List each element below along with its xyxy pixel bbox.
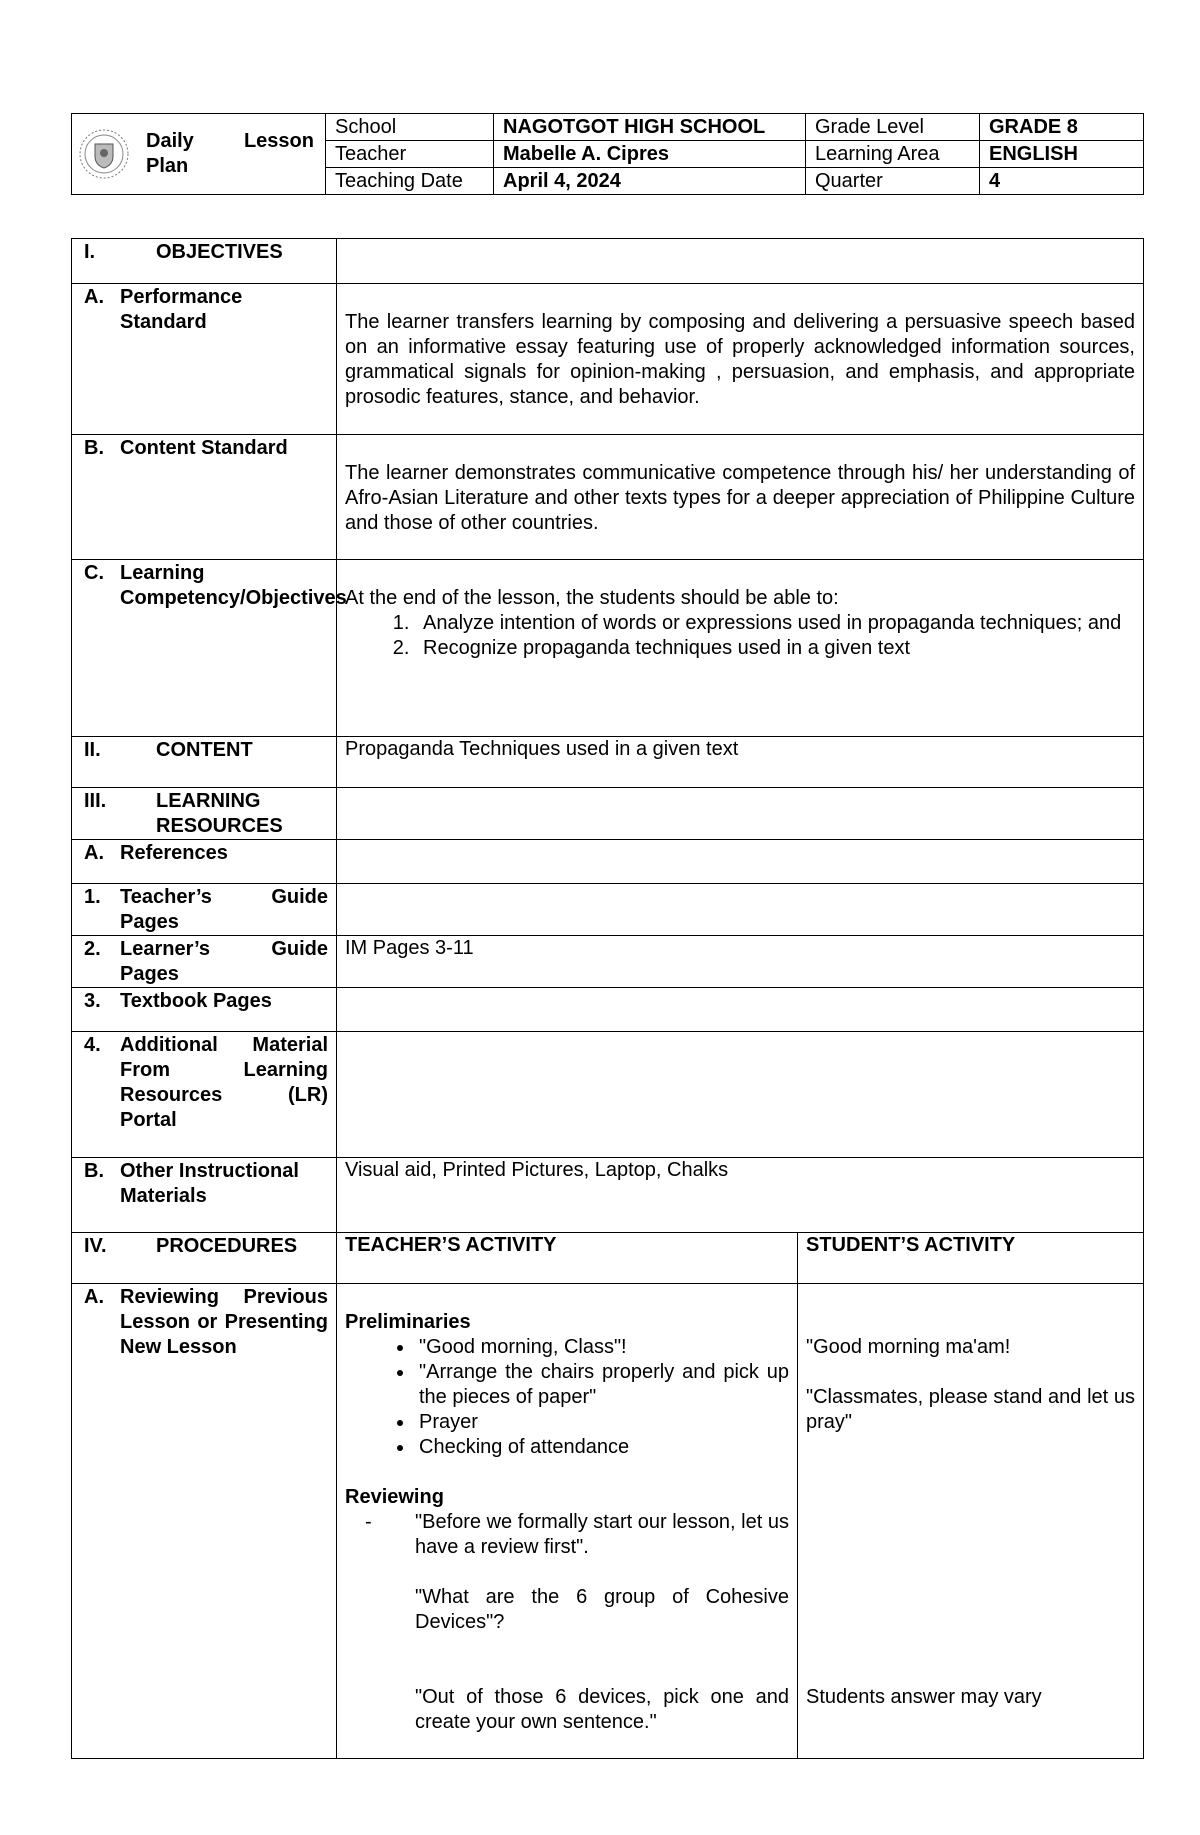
- other-materials-text: Visual aid, Printed Pictures, Laptop, Chalks: [337, 1158, 1144, 1233]
- content-text: Propaganda Techniques used in a given text: [337, 737, 1144, 788]
- area-value: ENGLISH: [980, 141, 1144, 168]
- date-value: April 4, 2024: [494, 168, 806, 195]
- list-item: • "Arrange the chairs properly and pick up the pieces of paper": [415, 1360, 789, 1410]
- quarter-label: Quarter: [806, 168, 980, 195]
- other-materials-row: B. Other Instructional Materials Visual aid, Printed Pictures, Laptop, Chalks: [72, 1158, 1144, 1233]
- preliminaries-list: [345, 1335, 789, 1460]
- list-item: 1. Analyze intention of words or expressions used in propaganda techniques; and: [415, 611, 1135, 636]
- date-label: Teaching Date: [326, 168, 494, 195]
- competency-intro: At the end of the lesson, the students should be able to:: [345, 587, 839, 609]
- deped-seal-icon: [78, 128, 130, 180]
- teacher-activity-header: TEACHER’S ACTIVITY: [337, 1233, 798, 1284]
- school-value: NAGOTGOT HIGH SCHOOL: [494, 114, 806, 141]
- area-label: Learning Area: [806, 141, 980, 168]
- list-item: • Prayer: [415, 1410, 789, 1435]
- content-row: II. CONTENT Propaganda Techniques used in a given text: [72, 737, 1144, 788]
- references-row: A. References: [72, 840, 1144, 884]
- header-table: [71, 113, 1144, 195]
- student-activity-cell: "Good morning ma'am! "Classmates, please stand and let us pray" Students answer may vary: [798, 1284, 1144, 1759]
- content-standard-row: B. Content Standard The learner demonstrates communicative competence through his/ her understanding of Afro-Asian Literature and other texts types for a deeper appreciation of Philippine Culture and those of other countries.: [72, 435, 1144, 560]
- performance-standard-text: The learner transfers learning by composing and delivering a persuasive speech based on an informative essay featuring use of properly acknowledged information sources, grammatical signals for opinion-making , persuasion, and emphasis, and appropriate prosodic features, stance, and behavior.: [337, 284, 1144, 435]
- teacher-value: Mabelle A. Cipres: [494, 141, 806, 168]
- content-standard-text: The learner demonstrates communicative competence through his/ her understanding of Afro-Asian Literature and other texts types for a deeper appreciation of Philippine Culture and those of other countries.: [337, 435, 1144, 560]
- list-item: • "Good morning, Class"!: [415, 1335, 789, 1360]
- learners-guide-text: IM Pages 3-11: [337, 936, 1144, 988]
- competency-list: [345, 611, 1135, 661]
- teacher-activity-cell: Preliminaries • "Good morning, Class"! • "Arrange the chairs properly and pick up the pieces of paper" • Prayer • Checking of attendance Reviewing - "Before we formally start our lesson, let us have a review first". "What are the 6 group of Cohesive Devices"? "Out of those 6 devices, pick one and create your own sentence.": [337, 1284, 798, 1759]
- lesson-plan-table: [71, 238, 1144, 1759]
- quarter-value: 4: [980, 168, 1144, 195]
- list-item: • Checking of attendance: [415, 1435, 789, 1460]
- teachers-guide-row: 1. Teacher’s Guide Pages: [72, 884, 1144, 936]
- learning-competency-row: C. Learning Competency/Objectives At the end of the lesson, the students should be able to: 1. Analyze intention of words or expressions used in propaganda techniques; and 2. Recognize propaganda techniques used in a given text: [72, 560, 1144, 737]
- teacher-label: Teacher: [326, 141, 494, 168]
- list-item: - "Before we formally start our lesson, let us have a review first". "What are the 6 group of Cohesive Devices"? "Out of those 6 devices, pick one and create your own sentence.": [365, 1511, 789, 1733]
- grade-label: Grade Level: [806, 114, 980, 141]
- reviewing-list: [345, 1510, 789, 1735]
- learning-resources-row: III. LEARNING RESOURCES: [72, 788, 1144, 840]
- procedures-row: IV. PROCEDURES TEACHER’S ACTIVITY STUDENT’S ACTIVITY: [72, 1233, 1144, 1284]
- objectives-row: I. OBJECTIVES: [72, 239, 1144, 284]
- grade-value: GRADE 8: [980, 114, 1144, 141]
- dlp-title: Daily Lesson Plan: [146, 130, 314, 177]
- list-item: 2. Recognize propaganda techniques used in a given text: [415, 636, 1135, 661]
- performance-standard-row: A. Performance Standard The learner transfers learning by composing and delivering a persuasive speech based on an informative essay featuring use of properly acknowledged information sources, grammatical signals for opinion-making , persuasion, and emphasis, and appropriate prosodic features, stance, and behavior.: [72, 284, 1144, 435]
- student-activity-header: STUDENT’S ACTIVITY: [798, 1233, 1144, 1284]
- school-label: School: [326, 114, 494, 141]
- reviewing-row: A. Reviewing Previous Lesson or Presenting New Lesson Preliminaries • "Good morning, Class"! • "Arrange the chairs properly and pick up the pieces of paper" • Prayer • Checking of attendance Reviewing - "Before we formally start our lesson, let us have a review first". "What are the 6 group of Cohesive Devices"? "Out of those 6 devices, pick one and create your own sentence." "Good morning ma'am! "Classmates, please stand and let us pray" Students answer may vary: [72, 1284, 1144, 1759]
- additional-material-row: 4. Additional Material From Learning Resources (LR) Portal: [72, 1032, 1144, 1158]
- textbook-row: 3. Textbook Pages: [72, 988, 1144, 1032]
- header-title-cell: [72, 114, 326, 195]
- learners-guide-row: 2. Learner’s Guide Pages IM Pages 3-11: [72, 936, 1144, 988]
